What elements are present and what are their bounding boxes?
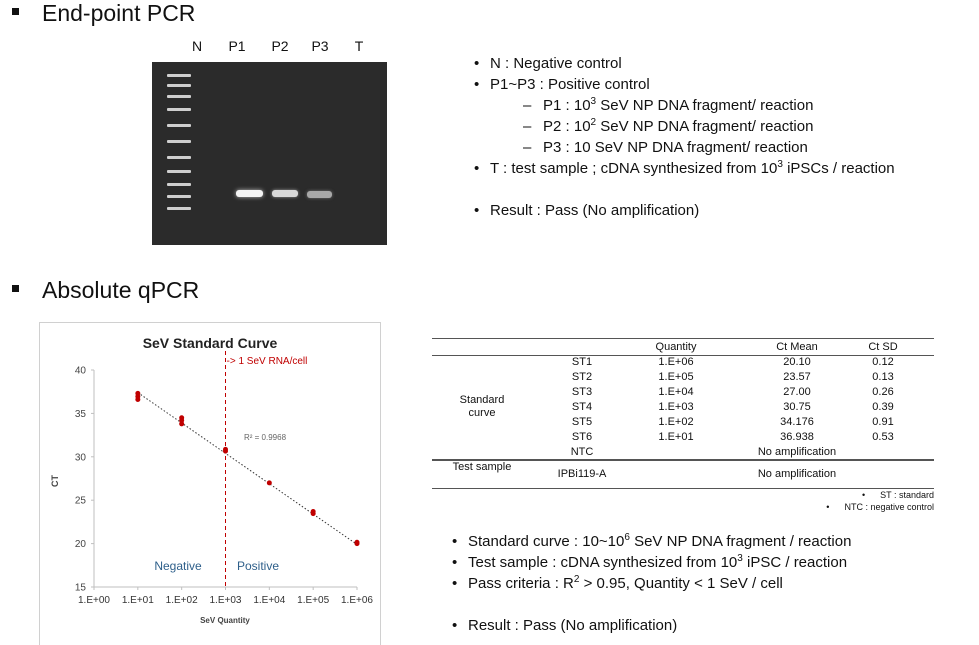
y-tick-label: 40 [74,365,86,377]
pcr-legend-subitem: – P2 : $10^2$ SeV NP DNA fragment/ reaction [523,117,814,135]
ladder-band [167,170,191,173]
table-bottom-rule [432,488,934,489]
table-note: • NTC : negative control [826,502,934,512]
table-row [432,386,934,401]
ladder-band [167,108,191,111]
pcr-legend-subitem: – P3 : 10 SeV NP DNA fragment/ reaction [523,139,808,156]
standard-curve-chart [39,322,381,645]
group-label-standard-curve: Standard curve [459,394,505,419]
test-sample-result: No amplification [757,468,837,480]
x-tick-label: 1.E+03 [209,595,242,606]
data-point [267,480,272,485]
header-ct-sd: Ct SD [868,341,898,353]
ladder-band [167,207,191,210]
x-tick-label: 1.E+05 [297,595,330,606]
x-tick-label: 1.E+04 [253,595,286,606]
pcr-result: • Result : Pass (No amplification) [474,202,700,219]
row-quantity-cell: 1.E+02 [658,416,694,428]
ladder-band [167,74,191,77]
region-label-positive: Positive [236,559,280,573]
row-name-cell: ST4 [571,401,593,413]
x-axis-label: SeV Quantity [200,616,250,625]
y-tick-label: 15 [74,582,86,594]
data-point [223,447,228,452]
row-name-cell: ST1 [571,356,593,368]
row-ct-mean-cell: 27.00 [783,386,811,398]
row-ct-mean-cell: 30.75 [783,401,811,413]
row-quantity-cell: 1.E+04 [658,386,694,398]
table-top-rule [432,338,934,339]
region-label-negative: Negative [154,559,202,573]
data-point [179,415,184,420]
x-tick-label: 1.E+00 [78,595,110,606]
table-row [432,356,934,371]
x-tick-label: 1.E+06 [341,595,373,606]
row-ct-sd-cell: 0.39 [872,401,894,413]
row-name-cell: ST6 [571,431,593,443]
lane-label-p2: P2 [271,38,289,54]
qpcr-legend-item: • Test sample : cDNA synthesized from $10^3$ iPSC / reaction [452,553,848,571]
row-ct-mean-cell: 20.10 [783,356,811,368]
test-sample-name: IPBi119-A [557,468,607,480]
y-axis-label: CT [50,475,60,487]
gel-band-p3 [307,191,332,198]
data-point [355,540,360,545]
row-name-cell: NTC [570,446,594,458]
table-header-row [432,341,934,356]
row-quantity-cell: 1.E+05 [658,371,694,383]
chart-title: SeV Standard Curve [142,335,278,351]
row-ct-mean-cell: 23.57 [783,371,811,383]
qpcr-result: • Result : Pass (No amplification) [452,617,678,634]
row-ct-sd-cell: 0.26 [872,386,894,398]
row-ct-sd-cell: 0.53 [872,431,894,443]
data-point [311,509,316,514]
section-bullet-icon [12,8,19,15]
row-name-cell: ST3 [571,386,593,398]
lane-label-t: T [354,38,364,54]
lane-label-p3: P3 [311,38,329,54]
gel-image [152,62,387,245]
y-tick-label: 30 [74,452,86,464]
header-quantity: Quantity [655,341,697,353]
table-row [432,401,934,416]
x-tick-label: 1.E+01 [121,595,154,606]
row-ct-sd-cell: 0.13 [872,371,894,383]
ladder-band [167,195,191,198]
table-row [432,431,934,446]
trendline [138,393,357,545]
ladder-band [167,95,191,98]
pcr-legend-item: • T : test sample ; cDNA synthesized from $10^3$ iPSCs / reaction [474,159,895,177]
gel-band-p1 [236,190,263,197]
row-name-cell: ST5 [571,416,593,428]
row-name-cell: ST2 [571,371,593,383]
row-quantity-cell: 1.E+03 [658,401,694,413]
y-tick-label: 25 [74,495,86,507]
standard-curve-svg [40,323,380,645]
pcr-legend-item: • P1~P3 : Positive control [474,76,650,93]
gel-band-p2 [272,190,298,197]
pcr-legend-item: • N : Negative control [474,55,622,72]
r-squared-label: R² = 0.9968 [244,433,287,442]
row-ct-mean-cell: 34.176 [780,416,814,428]
table-row [432,416,934,431]
ladder-band [167,140,191,143]
lane-label-n: N [191,38,203,54]
qpcr-section-title: Absolute qPCR [42,277,200,303]
row-ct-mean-cell: No amplification [757,446,837,458]
y-tick-label: 20 [74,539,86,551]
y-tick-label: 35 [74,408,86,420]
row-ct-mean-cell: 36.938 [780,431,814,443]
row-ct-sd-cell: 0.12 [872,356,894,368]
row-quantity-cell: 1.E+01 [658,431,694,443]
group-label-test-sample: Test sample [452,461,512,473]
ladder-band [167,84,191,87]
section-bullet-icon [12,285,19,292]
lane-label-p1: P1 [228,38,246,54]
data-point [135,391,140,396]
header-ct-mean: Ct Mean [776,341,818,353]
table-row [432,371,934,386]
ladder-band [167,156,191,159]
ladder-band [167,124,191,127]
table-note: • ST : standard [861,490,934,500]
row-ct-sd-cell: 0.91 [872,416,894,428]
qpcr-legend-item: • Pass criteria : $R^2 > 0.95$, Quantity < 1 SeV / cell [452,574,783,592]
threshold-label: -> 1 SeV RNA/cell [226,356,308,367]
row-quantity-cell: 1.E+06 [658,356,694,368]
pcr-section-title: End-point PCR [42,0,196,26]
ladder-band [167,183,191,186]
qpcr-legend-item: • Standard curve : $10\sim 10^6$ SeV NP DNA fragment / reaction [452,532,852,550]
x-tick-label: 1.E+02 [165,595,198,606]
pcr-legend-subitem: – P1 : $10^3$ SeV NP DNA fragment/ reaction [523,96,814,114]
